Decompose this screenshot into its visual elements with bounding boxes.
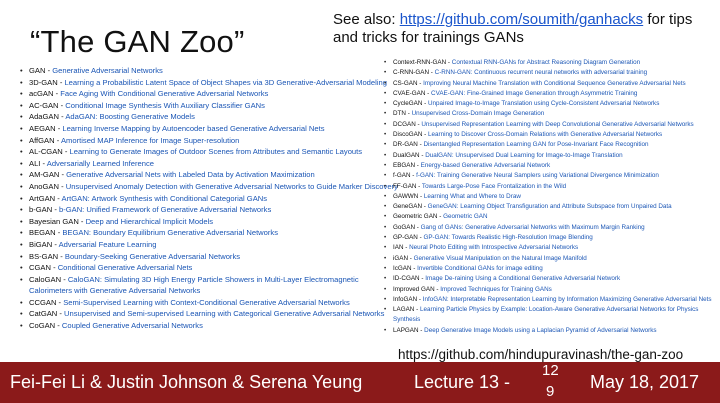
paper-link[interactable]: Learning a Probabilistic Latent Space of Object Shapes via 3D Generative-Adversarial Modeling (64, 77, 387, 87)
list-item[interactable] (384, 140, 715, 150)
list-item[interactable] (384, 161, 715, 171)
footer-date: May 18, 2017 (590, 372, 700, 392)
model-name: 3D-GAN (29, 77, 58, 87)
model-name: CS-GAN (393, 79, 418, 87)
model-name: DualGAN (393, 151, 420, 159)
model-name: C-RNN-GAN (393, 69, 430, 77)
model-name: BEGAN (29, 228, 56, 238)
separator: - (416, 182, 422, 190)
separator: - (419, 275, 426, 283)
model-name: CCGAN (29, 297, 57, 307)
list-item[interactable] (384, 79, 715, 89)
model-name: DTN (393, 110, 406, 118)
paper-link[interactable]: Invertible Conditional GANs for image editing (417, 264, 543, 272)
model-name: f-GAN (393, 172, 411, 180)
paper-link[interactable]: Deep and Hierarchical Implicit Models (85, 216, 214, 226)
slide-title: “The GAN Zoo” (30, 24, 245, 59)
list-item[interactable] (384, 305, 715, 326)
separator: - (418, 326, 425, 334)
paper-link[interactable]: b-GAN: Unified Framework of Generative Adversarial Networks (58, 205, 272, 215)
model-name: GAN (29, 66, 46, 75)
model-name: ALI (29, 158, 41, 168)
paper-link[interactable]: Learning Particle Physics by Example: Location-Aware Generative Adversarial Networks for Physics Synthesis (393, 306, 699, 324)
list-item[interactable] (20, 169, 398, 181)
model-name: Bayesian GAN (29, 216, 79, 226)
paper-link[interactable]: Unsupervised and Semi-supervised Learning with Categorical Generative Adversarial Networks (64, 309, 385, 319)
model-name: FF-GAN (393, 182, 417, 190)
list-item[interactable] (384, 89, 715, 99)
paper-link[interactable]: Improved Techniques for Training GANs (440, 285, 552, 293)
separator: - (58, 100, 66, 110)
model-name: CycleGAN (393, 100, 423, 108)
separator: - (417, 234, 424, 242)
separator: - (53, 89, 61, 99)
model-name: AffGAN (29, 135, 55, 145)
footer-page-number-bottom: 9 (546, 383, 555, 400)
separator: - (405, 110, 412, 118)
model-name: EBGAN (393, 161, 416, 169)
gan-list-right (384, 58, 715, 336)
list-item[interactable] (20, 297, 398, 309)
separator: - (55, 228, 63, 238)
separator: - (59, 170, 67, 180)
separator: - (417, 79, 424, 87)
list-item[interactable] (384, 171, 715, 181)
see-also-note (333, 11, 713, 47)
list-item[interactable] (20, 135, 398, 147)
paper-link[interactable]: DualGAN: Unsupervised Dual Learning for Image-to-Image Translation (425, 151, 623, 159)
paper-link[interactable]: Image De-raining Using a Conditional Generative Adversarial Network (425, 275, 621, 283)
list-item[interactable] (20, 193, 398, 205)
paper-link[interactable]: Face Aging With Conditional Generative Adversarial Networks (60, 89, 269, 99)
list-item[interactable] (384, 151, 715, 161)
paper-link[interactable]: Learning Inverse Mapping by Autoencoder based Generative Adversarial Nets (62, 123, 325, 133)
paper-link[interactable]: ArtGAN: Artwork Synthesis with Conditional Categorial GANs (61, 193, 268, 203)
paper-link[interactable]: f-GAN: Training Generative Neural Samplers using Variational Divergence Minimization (416, 172, 659, 180)
model-name: ID-CGAN (393, 275, 420, 283)
model-name: iGAN (393, 254, 409, 262)
model-name: LAGAN (393, 306, 415, 314)
paper-link[interactable]: GeneGAN: Learning Object Transfiguration and Attribute Subspace from Unpaired Data (427, 203, 672, 211)
paper-link[interactable]: GP-GAN: Towards Realistic High-Resolution Image Blending (423, 234, 593, 242)
model-name: CGAN (29, 263, 51, 273)
list-item[interactable] (384, 99, 715, 109)
paper-link[interactable]: BEGAN: Boundary Equilibrium Generative Adversarial Networks (62, 228, 279, 238)
model-name: DR-GAN (393, 141, 418, 149)
paper-link[interactable]: Coupled Generative Adversarial Networks (61, 321, 203, 331)
list-item[interactable] (384, 202, 715, 212)
list-item[interactable] (20, 262, 398, 274)
model-name: Context-RNN-GAN (393, 59, 447, 66)
paper-link[interactable]: C-RNN-GAN: Continuous recurrent neural networks with adversarial training (434, 69, 648, 77)
model-name: AL-CGAN (29, 147, 63, 157)
model-name: BS-GAN (29, 251, 59, 261)
separator: - (40, 158, 47, 168)
separator: - (418, 192, 424, 200)
list-item[interactable] (384, 192, 715, 202)
separator: - (422, 100, 428, 108)
list-item[interactable] (384, 120, 715, 130)
model-name: AC-GAN (29, 100, 59, 110)
separator: - (55, 193, 62, 203)
separator: - (45, 66, 53, 75)
model-name: AdaGAN (29, 112, 59, 122)
list-item[interactable] (20, 65, 398, 77)
model-name: CVAE-GAN (393, 89, 426, 97)
separator: - (422, 131, 428, 139)
model-name: AnoGAN (29, 181, 59, 191)
separator: - (419, 151, 426, 159)
list-item[interactable] (384, 212, 715, 222)
separator: - (408, 254, 414, 262)
paper-link[interactable]: AdaGAN: Boosting Generative Models (65, 112, 195, 122)
paper-link[interactable]: Energy-based Generative Adversarial Network (420, 161, 551, 169)
separator: - (57, 77, 65, 87)
paper-link[interactable]: Neural Photo Editing with Introspective Adversarial Networks (409, 244, 579, 252)
paper-link[interactable]: Towards Large-Pose Face Frontalization in the Wild (421, 182, 567, 190)
separator: - (437, 213, 444, 221)
paper-link[interactable]: Learning What and Where to Draw (423, 192, 521, 200)
paper-link[interactable]: Deep Generative Image Models using a Laplacian Pyramid of Adversarial Networks (424, 326, 657, 334)
list-item[interactable] (20, 274, 379, 297)
separator: - (52, 239, 59, 249)
model-name: AM-GAN (29, 170, 60, 180)
model-name: GP-GAN (393, 234, 418, 242)
list-item[interactable] (20, 216, 398, 228)
paper-link[interactable]: CaloGAN: Simulating 3D High Energy Particle Showers in Multi-Layer Electromagnetic Calorimeters with Generative Adversarial Networks (29, 274, 359, 296)
paper-link[interactable]: Generative Adversarial Networks (52, 66, 163, 75)
list-item[interactable] (20, 181, 398, 193)
separator: - (50, 263, 58, 273)
list-item[interactable] (384, 254, 715, 264)
separator: - (56, 297, 64, 307)
paper-link[interactable]: Geometric GAN (443, 213, 488, 221)
list-item[interactable] (20, 158, 398, 170)
paper-link[interactable]: Learning to Generate Images of Outdoor Scenes from Attributes and Semantic Layouts (69, 147, 363, 157)
gan-list-left (20, 65, 398, 332)
model-name: DCGAN (393, 120, 416, 128)
separator: - (52, 205, 59, 215)
list-item[interactable] (20, 251, 398, 263)
list-item[interactable] (20, 146, 398, 158)
slide-footer (0, 362, 720, 403)
separator: - (78, 216, 86, 226)
paper-link[interactable]: Unsupervised Anomaly Detection with Generative Adversarial Networks to Guide Marker Discovery (65, 181, 398, 191)
list-item[interactable] (20, 239, 398, 251)
paper-link[interactable]: Conditional Generative Adversarial Nets (57, 263, 193, 273)
separator: - (58, 112, 66, 122)
paper-link[interactable]: Generative Visual Manipulation on the Natural Image Manifold (413, 254, 587, 262)
list-item[interactable] (384, 243, 715, 253)
list-item[interactable] (384, 68, 715, 78)
model-name: InfoGAN (393, 295, 418, 303)
separator: - (446, 59, 452, 66)
list-item[interactable] (20, 111, 398, 123)
separator: - (425, 89, 432, 97)
list-item[interactable] (384, 182, 715, 192)
model-name: CoGAN (29, 321, 56, 331)
list-item[interactable] (384, 233, 715, 243)
model-name: DiscoGAN (393, 131, 423, 139)
list-item[interactable] (20, 77, 398, 89)
model-name: CatGAN (29, 309, 58, 319)
model-name: LAPGAN (393, 326, 419, 334)
list-item[interactable] (384, 130, 715, 140)
list-item[interactable] (20, 204, 398, 216)
footer-lecture: Lecture 13 - (414, 372, 511, 392)
separator: - (55, 123, 63, 133)
separator: - (414, 306, 420, 314)
paper-link[interactable]: Unpaired Image-to-Image Translation using Cycle-Consistent Adversarial Networks (428, 100, 660, 108)
separator: - (417, 141, 424, 149)
paper-link[interactable]: Semi-Supervised Learning with Context-Conditional Generative Adversarial Networks (63, 297, 350, 307)
model-name: GeneGAN (393, 203, 423, 211)
paper-link[interactable]: Unsupervised Representation Learning with Deep Convolutional Generative Adversarial Networks (421, 120, 694, 128)
list-item[interactable] (384, 109, 715, 119)
separator: - (62, 147, 70, 157)
separator: - (61, 274, 68, 284)
list-item[interactable] (384, 285, 715, 295)
list-item[interactable] (384, 326, 715, 336)
see-also-suffix: for tips and tricks for trainings GANs (333, 11, 693, 46)
paper-link[interactable]: Adversarially Learned Inference (46, 158, 154, 168)
separator: - (417, 295, 423, 303)
list-item[interactable] (384, 223, 715, 233)
list-item[interactable] (20, 308, 398, 320)
separator: - (54, 135, 61, 145)
paper-link[interactable]: InfoGAN: Interpretable Representation Learning by Information Maximizing Generative Adversarial Nets (422, 295, 712, 303)
model-name: Geometric GAN (393, 213, 438, 221)
separator: - (410, 172, 417, 180)
model-name: IAN (393, 244, 404, 252)
model-name: CaloGAN (29, 274, 62, 284)
list-item[interactable] (20, 123, 398, 135)
paper-link[interactable]: Gang of GANs: Generative Adversarial Networks with Maximum Margin Ranking (420, 223, 645, 231)
model-name: GoGAN (393, 223, 416, 231)
model-name: Improved GAN (393, 285, 435, 293)
model-name: GAWWN (393, 192, 419, 200)
separator: - (429, 69, 435, 77)
separator: - (411, 264, 418, 272)
separator: - (422, 203, 428, 211)
separator: - (58, 251, 65, 261)
model-name: ArtGAN (29, 193, 56, 203)
separator: - (415, 120, 422, 128)
list-item[interactable] (20, 100, 398, 112)
ganhacks-link[interactable]: https://github.com/soumith/ganhacks (399, 11, 644, 28)
paper-link[interactable]: Improving Neural Machine Translation with Conditional Sequence Generative Adversarial Nets (423, 79, 686, 87)
model-name: b-GAN (29, 205, 53, 215)
separator: - (434, 285, 441, 293)
paper-link[interactable]: Conditional Image Synthesis With Auxiliary Classifier GANs (65, 100, 265, 110)
list-item[interactable] (384, 264, 715, 274)
see-also-prefix: See also: (333, 11, 400, 28)
paper-link[interactable]: Disentangled Representation Learning GAN for Pose-Invariant Face Recognition (423, 141, 649, 149)
model-name: IcGAN (393, 264, 412, 272)
paper-link[interactable]: Learning to Discover Cross-Domain Relations with Generative Adversarial Networks (428, 131, 663, 139)
paper-link[interactable]: Amortised MAP Inference for Image Super-resolution (60, 135, 240, 145)
model-name: BiGAN (29, 239, 53, 249)
separator: - (403, 244, 410, 252)
gan-zoo-repo-url[interactable]: https://github.com/hindupuravinash/the-gan-zoo (398, 347, 684, 362)
paper-link[interactable]: Contextual RNN-GANs for Abstract Reasoning Diagram Generation (451, 59, 641, 66)
list-item[interactable] (20, 320, 398, 332)
paper-link[interactable]: Unsupervised Cross-Domain Image Generation (411, 110, 545, 118)
footer-authors: Fei-Fei Li & Justin Johnson & Serena Yeung (10, 372, 363, 392)
model-name: acGAN (29, 89, 54, 99)
paper-link[interactable]: Generative Adversarial Nets with Labeled Data by Activation Maximization (66, 170, 315, 180)
list-item[interactable] (384, 274, 715, 284)
separator: - (57, 309, 65, 319)
list-item[interactable] (384, 295, 715, 305)
paper-link[interactable]: Adversarial Feature Learning (58, 239, 157, 249)
list-item[interactable] (20, 227, 398, 239)
separator: - (415, 161, 421, 169)
list-item[interactable] (20, 88, 398, 100)
footer-page-number-top: 12 (542, 362, 559, 379)
model-name: AEGAN (29, 123, 56, 133)
list-item[interactable] (384, 58, 715, 68)
paper-link[interactable]: CVAE-GAN: Fine-Grained Image Generation through Asymmetric Training (431, 89, 638, 97)
separator: - (55, 321, 62, 331)
separator: - (415, 223, 421, 231)
separator: - (58, 181, 66, 191)
paper-link[interactable]: Boundary-Seeking Generative Adversarial Networks (64, 251, 241, 261)
